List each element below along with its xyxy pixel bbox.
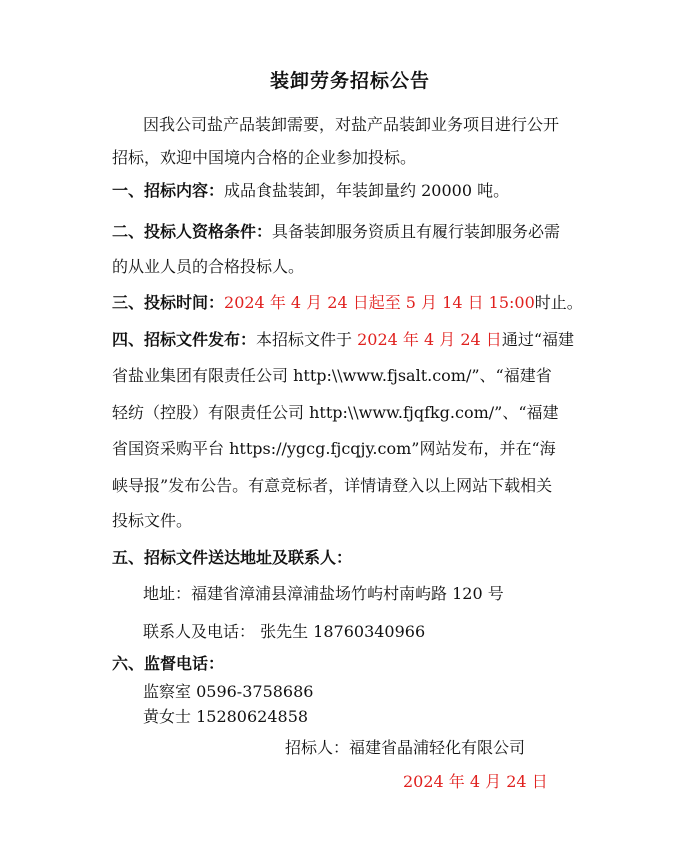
- section-2: [112, 222, 560, 242]
- intro-line-2: 招标，欢迎中国境内合格的企业参加投标。: [112, 148, 417, 167]
- page-title: 装卸劳务招标公告: [269, 70, 430, 92]
- publish-date: 2024 年 4 月 24 日: [357, 330, 502, 349]
- section-4-line-4: 省国资采购平台 https://ygcg.fjcqjy.com”网站发布，并在“海: [112, 439, 556, 458]
- section-4-text-a: 本招标文件于: [256, 330, 358, 349]
- section-4-line-6: 投标文件。: [112, 511, 193, 530]
- section-4-line-5: 峡导报”发布公告。有意竞标者，详情请登入以上网站下载相关: [112, 476, 553, 495]
- section-5-label: 五、招标文件送达地址及联系人：: [112, 548, 353, 567]
- section-1-text: 成品食盐装卸，年装卸量约 20000 吨。: [224, 181, 510, 200]
- section-3-label: 三、投标时间：: [112, 293, 225, 312]
- section-4-line-2: 省盐业集团有限责任公司 http:\\www.fjsalt.com/”、“福建省: [112, 366, 552, 385]
- intro-line-1: 因我公司盐产品装卸需要，对盐产品装卸业务项目进行公开: [143, 115, 560, 134]
- section-1: [112, 181, 509, 201]
- section-2-line-2: 的从业人员的合格投标人。: [112, 257, 305, 276]
- bid-time: 2024 年 4 月 24 日起至 5 月 14 日 15:00: [224, 293, 535, 312]
- section-3: [112, 293, 583, 313]
- section-2-label: 二、投标人资格条件：: [112, 222, 273, 241]
- section-2-text: 具备装卸服务资质且有履行装卸服务必需: [272, 222, 561, 241]
- section-6-label: 六、监督电话：: [112, 654, 225, 673]
- address: 地址：福建省漳浦县漳浦盐场竹屿村南屿路 120 号: [143, 584, 504, 603]
- section-3-tail: 时止。: [534, 293, 583, 312]
- section-4: [112, 330, 574, 350]
- section-4-label: 四、招标文件发布：: [112, 330, 257, 349]
- signature-date: 2024 年 4 月 24 日: [403, 772, 548, 791]
- section-4-line-3: 轻纺（控股）有限责任公司 http:\\www.fjqfkg.com/”、“福建: [112, 403, 559, 422]
- signer: 招标人：福建省晶浦轻化有限公司: [285, 738, 526, 757]
- supervision-phone-1: 监察室 0596-3758686: [143, 682, 314, 701]
- section-1-label: 一、招标内容：: [112, 181, 225, 200]
- section-4-text-b: 通过“福建: [501, 330, 574, 349]
- supervision-phone-2: 黄女士 15280624858: [143, 707, 309, 726]
- contact: 联系人及电话： 张先生 18760340966: [143, 622, 426, 641]
